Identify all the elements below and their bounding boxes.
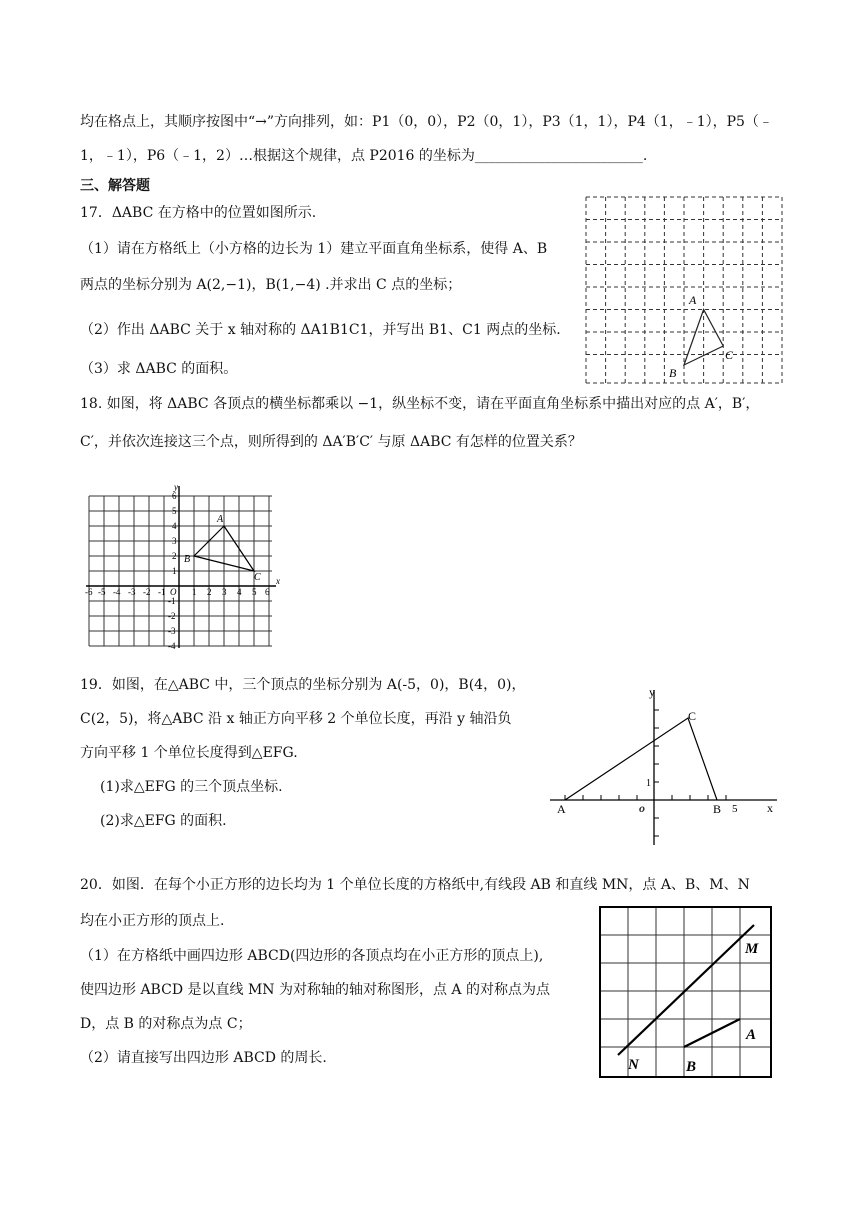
q19-x-label: x	[767, 801, 773, 815]
x-tick: -5	[98, 587, 106, 597]
q19-y-label: y	[649, 685, 655, 699]
q19-coordinate-figure	[545, 685, 785, 850]
q18-x-ticks	[85, 587, 270, 597]
q18-label-c: C	[254, 572, 261, 583]
p16-line1: 均在格点上，其顺序按图中“→”方向排列，如：P1（0，0），P2（0，1），P3（1，1），P4（1，﹣1），P5（﹣	[80, 114, 773, 130]
q20-line5: D，点 B 的对称点为点 C；	[80, 1016, 252, 1032]
x-tick: -4	[113, 587, 121, 597]
q18-line1: 18. 如图，将 ΔABC 各顶点的横坐标都乘以 −1，纵坐标不变，请在平面直角坐标系中描出对应的点 A′，B′，	[80, 396, 760, 412]
x-tick: 2	[207, 587, 212, 597]
q20-grid-figure	[596, 905, 776, 1081]
y-tick: -3	[168, 626, 176, 636]
x-tick: 3	[222, 587, 227, 597]
y-tick: -4	[168, 641, 176, 651]
q18-coordinate-figure	[82, 478, 282, 653]
q17-grid	[586, 197, 782, 383]
q18-label-a: A	[217, 514, 224, 525]
y-tick: 5	[172, 506, 177, 516]
q17-line5: （3）求 ΔABC 的面积。	[80, 361, 238, 377]
q19-line4: (1)求△EFG 的三个顶点坐标.	[100, 779, 283, 795]
q17-label-a: A	[689, 293, 697, 307]
q20-line6: （2）请直接写出四边形 ABCD 的周长.	[80, 1050, 327, 1066]
q19-axes	[550, 690, 777, 845]
x-tick: 4	[237, 587, 242, 597]
q19-triangle	[565, 718, 717, 800]
q19-label-one: 1	[646, 778, 651, 789]
q18-grid	[89, 496, 272, 646]
q19-line3: 方向平移 1 个单位长度得到△EFG.	[80, 745, 298, 761]
q17-label-b: B	[669, 366, 677, 380]
section-heading: 三、解答题	[80, 178, 150, 194]
q20-line2: 均在小正方形的顶点上.	[80, 913, 225, 929]
y-tick: 3	[172, 536, 177, 546]
y-tick: 4	[172, 521, 177, 531]
x-tick: -2	[143, 587, 151, 597]
q18-x-label: x	[276, 576, 280, 586]
x-tick: 1	[192, 587, 197, 597]
q20-label-n: N	[628, 1057, 639, 1073]
q17-line1: 17．ΔABC 在方格中的位置如图所示.	[80, 205, 317, 221]
y-tick: 6	[172, 491, 177, 501]
q20-line4: 使四边形 ABCD 是以直线 MN 为对称轴的轴对称图形，点 A 的对称点为点	[80, 982, 550, 998]
x-tick: -1	[158, 587, 166, 597]
q20-line-mn	[618, 925, 757, 1055]
q20-label-a: A	[746, 1027, 757, 1043]
q20-label-b: B	[686, 1059, 697, 1075]
q18-y-label: y	[174, 482, 178, 492]
q20-line3: （1）在方格纸中画四边形 ABCD(四边形的各顶点均在小正方形的顶点上),	[80, 948, 544, 964]
q19-ticks	[565, 710, 726, 836]
x-tick: -6	[85, 587, 93, 597]
q19-line1: 19．如图，在△ABC 中，三个顶点的坐标分别为 A(-5，0)，B(4，0)，	[80, 677, 526, 693]
q18-origin-label: O	[170, 587, 177, 597]
y-tick: 2	[172, 551, 177, 561]
x-tick: 6	[265, 587, 270, 597]
q19-origin-label: o	[639, 801, 645, 815]
q18-axes	[86, 486, 276, 648]
q20-label-m: M	[745, 941, 759, 957]
q17-label-c: C	[725, 348, 734, 362]
q19-label-b: B	[713, 802, 722, 816]
q19-line5: (2)求△EFG 的面积.	[100, 813, 227, 829]
y-tick: -2	[168, 611, 176, 621]
x-tick: -3	[128, 587, 136, 597]
q19-line2: C(2，5)，将△ABC 沿 x 轴正方向平移 2 个单位长度，再沿 y 轴沿负	[80, 711, 512, 727]
q18-line2: C′，并依次连接这三个点，则所得到的 ΔA′B′C′ 与原 ΔABC 有怎样的位置关系？	[80, 434, 582, 450]
q17-grid-figure	[585, 196, 783, 384]
q18-label-b: B	[184, 554, 191, 565]
q19-label-five: 5	[732, 803, 738, 815]
q17-line2: （1）请在方格纸上（小方格的边长为 1）建立平面直角坐标系，使得 A、B	[80, 241, 548, 257]
y-tick: 1	[172, 566, 177, 576]
x-tick: 5	[252, 587, 257, 597]
q19-label-a: A	[557, 802, 566, 816]
q20-line1: 20．如图．在每个小正方形的边长均为 1 个单位长度的方格纸中,有线段 AB 和直线 MN，点 A、B、M、N	[80, 877, 750, 893]
q17-line3: 两点的坐标分别为 A(2,−1)，B(1,−4) .并求出 C 点的坐标；	[80, 277, 462, 293]
y-tick: -1	[168, 596, 176, 606]
q19-label-c: C	[688, 709, 697, 723]
q17-line4: （2）作出 ΔABC 关于 x 轴对称的 ΔA1B1C1，并写出 B1、C1 两点的坐标.	[80, 322, 561, 338]
p16-line2: 1，﹣1），P6（﹣1，2）…根据这个规律，点 P2016 的坐标为________________________.	[80, 148, 648, 164]
